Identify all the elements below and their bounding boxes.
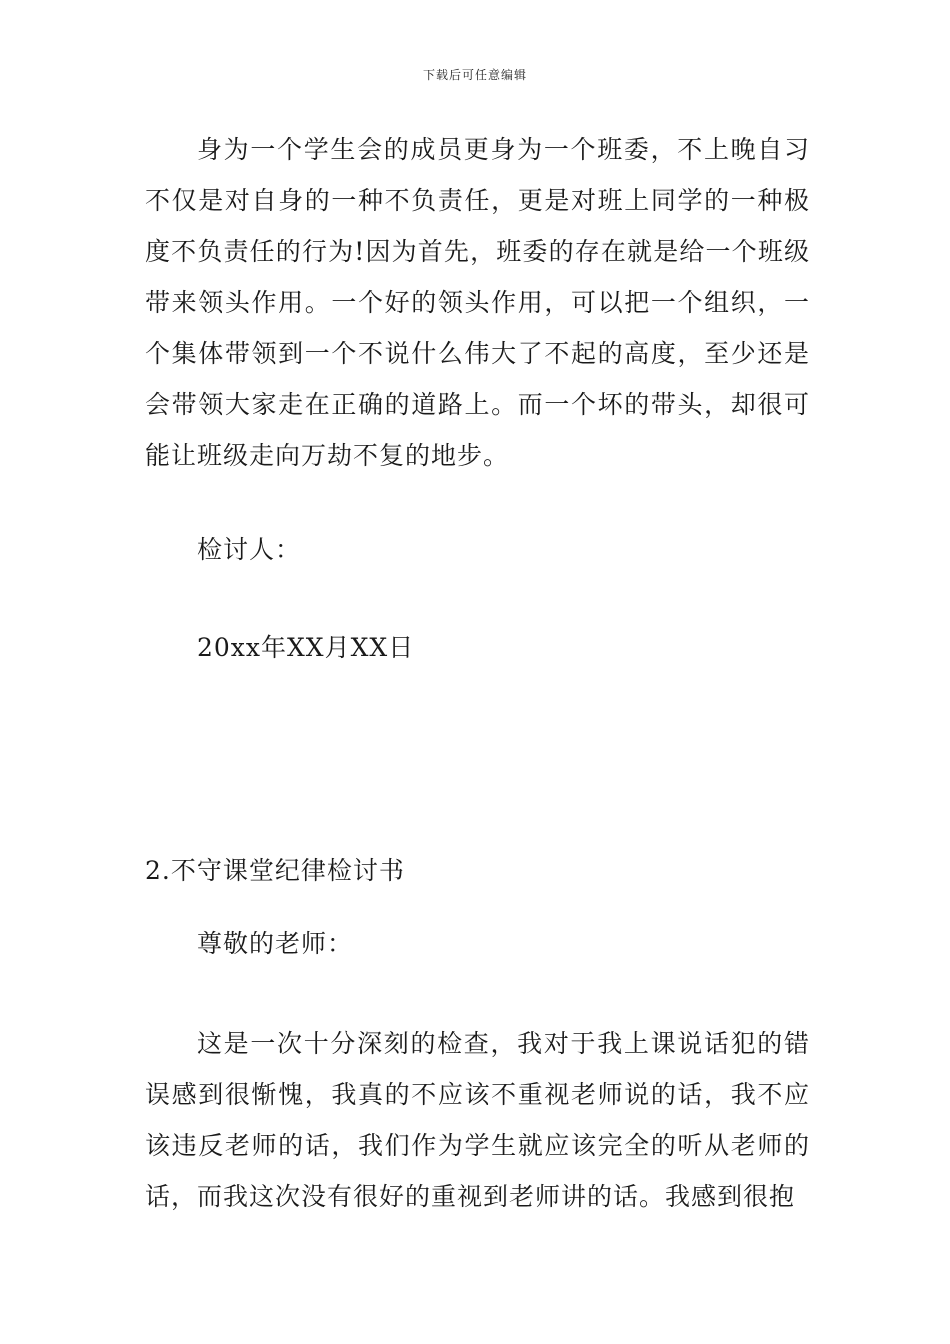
paragraph-classroom: 这是一次十分深刻的检查，我对于我上课说话犯的错误感到很惭愧，我真的不应该不重视老师说的话，我不应该违反老师的话，我们作为学生就应该完全的听从老师的话，而我这次没有很好的重视到老师讲的话。我感到很抱 <box>145 1029 810 1211</box>
date-line: 20xx年XX月XX日 <box>197 633 415 662</box>
page-header: 下载后可任意编辑 <box>422 68 527 82</box>
greeting-line: 尊敬的老师： <box>197 929 354 958</box>
paragraph-self-criticism: 身为一个学生会的成员更身为一个班委，不上晚自习不仅是对自身的一种不负责任，更是对班上同学的一种极度不负责任的行为!因为首先，班委的存在就是给一个班级带来领头作用。一个好的领头作用，可以把一个组织，一个集体带领到一个不说什么伟大了不起的高度，至少还是会带领大家走在正确的道路上。而一个坏的带头，却很可能让班级走向万劫不复的地步。 <box>145 135 810 470</box>
signer-label: 检讨人： <box>197 535 302 564</box>
section-title: 2.不守课堂纪律检讨书 <box>145 856 405 885</box>
